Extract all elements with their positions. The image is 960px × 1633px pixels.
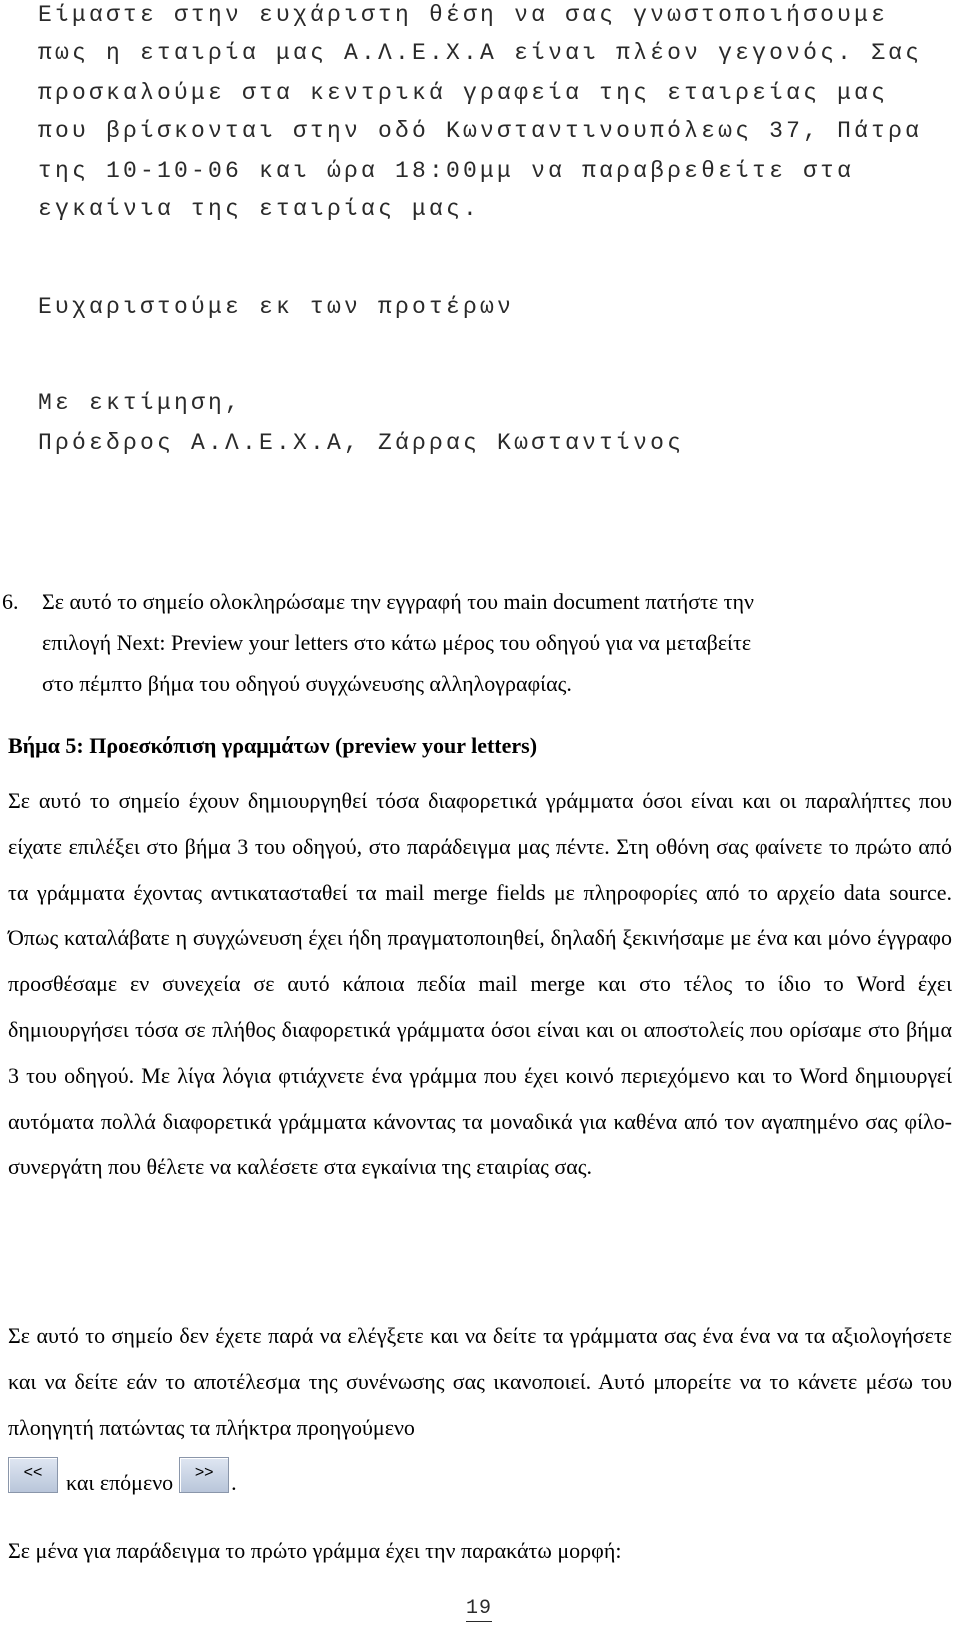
and-next-text: και επόμενο: [66, 1470, 174, 1495]
next-record-button[interactable]: >>: [179, 1457, 229, 1493]
navigation-line: [8, 1450, 243, 1500]
letter-line-2: πως η εταιρία μας Α.Λ.Ε.Χ.Α είναι πλέον γεγονός. Σας: [38, 40, 923, 66]
letter-line-1: Είμαστε στην ευχάριστη θέση να σας γνωστοποιήσουμε: [38, 2, 889, 28]
step6-line-1: Σε αυτό το σημείο ολοκληρώσαμε την εγγραφή του main document πατήστε την: [42, 589, 754, 614]
letter-thanks: Ευχαριστούμε εκ των προτέρων: [38, 294, 515, 320]
step6-number: 6.: [2, 589, 19, 614]
letter-signature: Πρόεδρος Α.Λ.Ε.Χ.Α, Ζάρρας Κωσταντίνος: [38, 430, 685, 456]
step6-line-3: στο πέμπτο βήμα του οδηγού συγχώνευσης αλληλογραφίας.: [42, 671, 572, 696]
step5-paragraph-1: Σε αυτό το σημείο έχουν δημιουργηθεί τόσα διαφορετικά γράμματα όσοι είναι και οι παραλήπτες που είχατε επιλέξει στο βήμα 3 του οδηγού, στο παράδειγμα μας πέντε. Στη οθόνη σας φαίνετε το πρώτο από τα γράμματα έχοντας αντικατασταθεί τα mail merge fields με πληροφορίες από το αρχείο data source. Όπως καταλάβατε η συγχώνευση έχει ήδη πραγματοποιηθεί, δηλαδή ξεκινήσαμε με ένα και μόνο έγγραφο προσθέσαμε εν συνεχεία σε αυτό κάποια πεδία mail merge και στο τέλος το ίδιο το Word έχει δημιουργήσει τόσα σε πλήθος διαφορετικά γράμματα όσοι είναι και οι αποστολείς που ορίσαμε στο βήμα 3 του οδηγού. Με λίγα λόγια φτιάχνετε ένα γράμμα που έχει κοινό περιεχόμενο και το Word δημιουργεί αυτόματα πολλά διαφορετικά γράμματα κάνοντας τα μοναδικά για καθένα από τον αγαπημένο σας φίλο-συνεργάτη που θέλετε να καλέσετε στα εγκαίνια της εταιρίας σας.: [8, 788, 952, 1180]
letter-line-4: που βρίσκονται στην οδό Κωνσταντινουπόλεως 37, Πάτρα: [38, 118, 923, 144]
nav-end-period: .: [231, 1470, 237, 1495]
step6-line-2: επιλογή Next: Preview your letters στο κάτω μέρος του οδηγού για να μεταβείτε: [42, 630, 752, 655]
step5-final-line: Σε μένα για παράδειγμα το πρώτο γράμμα έχει την παρακάτω μορφή:: [8, 1538, 622, 1563]
letter-line-3: προσκαλούμε στα κεντρικά γραφεία της εταιρείας μας: [38, 80, 889, 106]
step6-paragraph: [2, 581, 942, 704]
letter-line-6: εγκαίνια της εταιρίας μας.: [38, 196, 481, 222]
letter-line-5: της 10-10-06 και ώρα 18:00μμ να παραβρεθείτε στα: [38, 158, 855, 184]
step5-heading: Βήμα 5: Προεσκόπιση γραμμάτων (preview your letters): [8, 733, 538, 758]
page-number: 19: [466, 1597, 493, 1620]
letter-regards: Με εκτίμηση,: [38, 390, 243, 416]
step5-paragraph-2: Σε αυτό το σημείο δεν έχετε παρά να ελέγξετε και να δείτε τα γράμματα σας ένα ένα να τα αξιολογήσετε και να δείτε εάν το αποτέλεσμα της συνένωσης σας ικανοποιεί. Αυτό μπορείτε να το κάνετε μέσω του πλοηγητή πατώντας τα πλήκτρα προηγούμενο: [8, 1323, 952, 1440]
previous-record-button[interactable]: <<: [8, 1457, 58, 1493]
